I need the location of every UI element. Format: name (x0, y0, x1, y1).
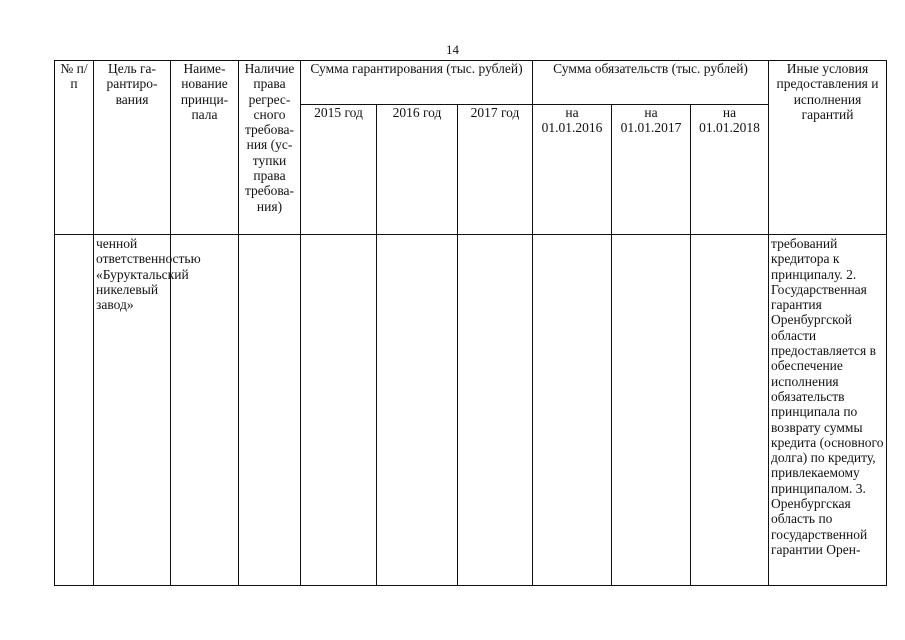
header-year-2017: 2017 год (458, 105, 533, 235)
cell-other-terms: требований кредитора к принципалу. 2. Государственная гарантия Оренбургской области предоставляется в обеспечение исполнения обязательств принципала по возврату суммы кредита (основного долга) по кредиту, привлекаемому принципалом. 3. Оренбургская область по государственной гарантии Орен- (769, 235, 887, 586)
header-year-2015: 2015 год (301, 105, 377, 235)
page-number: 14 (446, 42, 459, 57)
header-num: № п/п (55, 61, 94, 235)
cell-regress (239, 235, 301, 586)
guarantees-table (54, 60, 887, 586)
cell-guarantee-2017 (458, 235, 533, 586)
cell-guarantee-2015 (301, 235, 377, 586)
header-year-2016: 2016 год (377, 105, 458, 235)
cell-num (55, 235, 94, 586)
table-row (55, 235, 887, 586)
header-obligation-sum: Сумма обязательств (тыс. рублей) (533, 61, 769, 105)
header-purpose: Цель га-рантиро-вания (94, 61, 171, 235)
header-date-2017: на 01.01.2017 (612, 105, 691, 235)
cell-guarantee-2016 (377, 235, 458, 586)
cell-obligation-2018 (691, 235, 769, 586)
cell-purpose: ченной ответственностью «Буруктальский никелевый завод» (94, 235, 171, 586)
header-date-2018: на 01.01.2018 (691, 105, 769, 235)
cell-obligation-2016 (533, 235, 612, 586)
cell-obligation-2017 (612, 235, 691, 586)
header-principal: Наиме-нование принци-пала (171, 61, 239, 235)
header-date-2016: на 01.01.2016 (533, 105, 612, 235)
header-regress: Наличие права регрес-сного требова-ния (ус-тупки права требова-ния) (239, 61, 301, 235)
header-other-terms: Иные условия предоставления и исполнения гарантий (769, 61, 887, 235)
header-guarantee-sum: Сумма гарантирования (тыс. рублей) (301, 61, 533, 105)
cell-principal (171, 235, 239, 586)
